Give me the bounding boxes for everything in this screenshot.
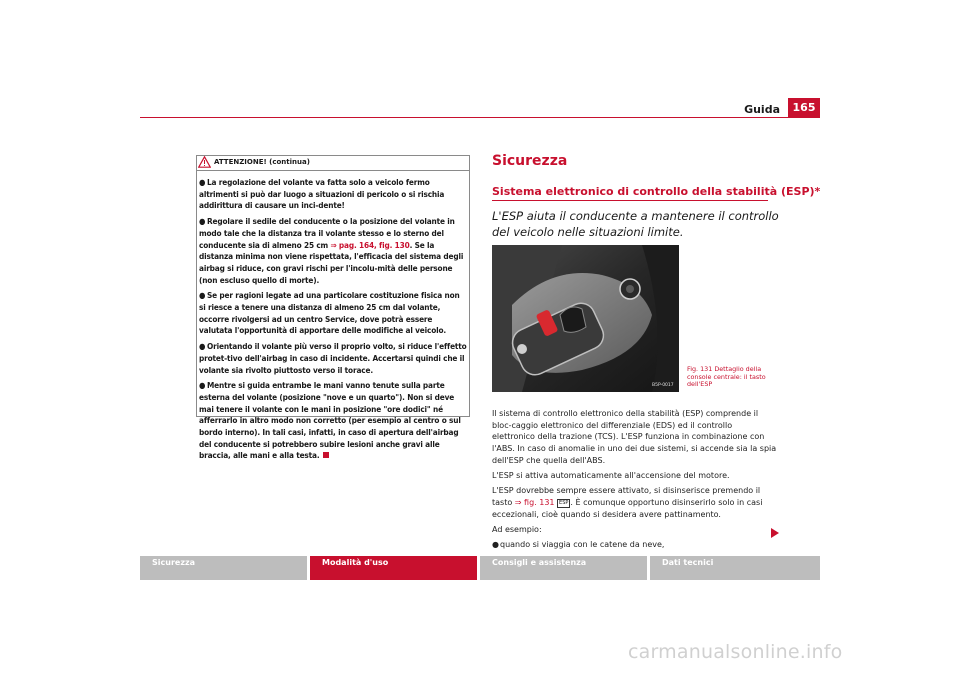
warning-body (199, 177, 467, 466)
subtitle-rule (492, 200, 768, 201)
warning-item: ● Se per ragioni legate ad una particolare costituzione fisica non si riesce a tenere una distanza di almeno 25 cm dal volante, occorre rivolgersi ad un centro Service, dove potrà essere valutata l'opportunità di apportare delle modifiche al veicolo. (199, 290, 460, 336)
chapter-title: Guida (744, 103, 780, 116)
warning-triangle-icon (198, 156, 211, 168)
console-illustration (492, 245, 679, 392)
header-rule (140, 117, 820, 118)
paragraph-text: L'ESP dovrebbe sempre essere attivato, si disinserisce premendo il tasto (492, 486, 761, 507)
nav-tab-consigli-assistenza[interactable]: Consigli e assistenza (480, 556, 647, 580)
warning-item: ● Orientando il volante più verso il proprio volto, si riduce l'effetto protet-tivo dell'airbag in caso di incidente. Accertarsi quindi che il volante sia rivolto piuttosto verso il torace. (199, 341, 467, 375)
section-intro: L'ESP aiuta il conducente a mantenere il controllo del veicolo nelle situazioni limite. (492, 209, 779, 239)
section-title: Sicurezza (492, 153, 568, 169)
esp-key-icon: ESP (559, 499, 569, 506)
figure-esp-console (492, 245, 679, 392)
figure-ref-link[interactable]: ⇒ fig. 131 (514, 497, 555, 507)
nav-tab-sicurezza[interactable]: Sicurezza (140, 556, 307, 580)
bullet-text: quando si viaggia con le catene da neve, (500, 540, 665, 550)
body-text (492, 408, 777, 554)
bullet-item: ●quando si viaggia con le catene da neve, (492, 540, 665, 550)
section-subtitle: Sistema elettronico di controllo della stabilità (ESP)* (492, 185, 821, 198)
paragraph (492, 485, 777, 520)
warning-item-text: . Se la distanza minima non viene rispettata, l'efficacia del sistema degli airbag si riduce, con gravi rischi per l'incolu-mità delle persone (non escluso quello di morte). (199, 239, 464, 285)
next-page-arrow-icon[interactable] (771, 528, 779, 538)
figure-code: B5P-0017 (652, 383, 674, 388)
nav-tab-dati-tecnici[interactable]: Dati tecnici (650, 556, 820, 580)
warning-item-text: Orientando il volante più verso il proprio volto, si riduce l'effetto protet-tivo dell'airbag in caso di incidente. Accertarsi quindi che il volante sia rivolto piuttosto verso il torace. (199, 341, 467, 375)
end-marker-icon (323, 452, 329, 458)
warning-item: ● La regolazione del volante va fatta solo a veicolo fermo altrimenti si può dar luogo a situazioni di pericolo o si rischia addirittura di causare un inci-dente! (199, 177, 445, 211)
paragraph-text: . È comunque opportuno disinserirlo solo in casi eccezionali, cioè quando si desidera avere pattinamento. (492, 497, 763, 519)
figure-caption: Fig. 131 Dettaglio della console centrale: il tasto dell'ESP (687, 365, 766, 389)
page-number: 165 (788, 98, 820, 118)
warning-title: ATTENZIONE! (continua) (214, 158, 310, 166)
warning-item-text: La regolazione del volante va fatta solo a veicolo fermo altrimenti si può dar luogo a situazioni di pericolo o si rischia addirittura di causare un inci-dente! (199, 177, 445, 211)
warning-item-text: Regolare il sedile del conducente o la posizione del volante in modo tale che la distanza tra il volante stesso e lo sterno del conducente sia di almeno 25 cm (199, 216, 455, 250)
page-ref-link[interactable]: ⇒ pag. 164, fig. 130 (330, 239, 410, 250)
nav-tab-modalita-uso[interactable]: Modalità d'uso (310, 556, 477, 580)
warning-item-text: Mentre si guida entrambe le mani vanno tenute sulla parte esterna del volante (posizione "nove e un quarto"). Non si deve mai tenere il volante con le mani in posizione "ore dodici" né afferrarlo in altro modo non corretto (per esempio al centro o sul bordo interno). In tali casi, infatti, in caso di apertura dell'airbag del conducente si potrebbero subire lesioni anche gravi alle braccia, alle mani e alla testa. (199, 380, 461, 461)
warning-item: ● Regolare il sedile del conducente o la posizione del volante in modo tale che la distanza tra il volante stesso e lo sterno del conducente sia di almeno 25 cm ⇒ pag. 164, fig. 130. Se la distanza minima non viene rispettata, l'efficacia del sistema degli airbag si riduce, con gravi rischi per l'incolu-mità delle persone (non escluso quello di morte). (199, 216, 464, 285)
warning-item: ● Mentre si guida entrambe le mani vanno tenute sulla parte esterna del volante (posizione "nove e un quarto"). Non si deve mai tenere il volante con le mani in posizione "ore dodici" né afferrarlo in altro modo non corretto (per esempio al centro o sul bordo interno). In tali casi, infatti, in caso di apertura dell'airbag del conducente si potrebbero subire lesioni anche gravi alle braccia, alle mani e alla testa. (199, 380, 461, 461)
paragraph: Il sistema di controllo elettronico della stabilità (ESP) comprende il bloc-caggio elettronico del differenziale (EDS) ed il controllo elettronico della trazione (TCS). L'ESP funziona in combinazione con l'ABS. In caso di anomalie in uno dei due sistemi, si accende sia la spia dell'ESP che quella dell'ABS. (492, 409, 777, 465)
paragraph: Ad esempio: (492, 524, 542, 534)
paragraph: L'ESP si attiva automaticamente all'accensione del motore. (492, 471, 730, 481)
warning-item-text: Se per ragioni legate ad una particolare costituzione fisica non si riesce a tenere una distanza di almeno 25 cm dal volante, occorre rivolgersi ad un centro Service, dove potrà essere valutata l'opportunità di apportare delle modifiche al veicolo. (199, 290, 460, 336)
watermark: carmanualsonline.info (628, 641, 843, 663)
